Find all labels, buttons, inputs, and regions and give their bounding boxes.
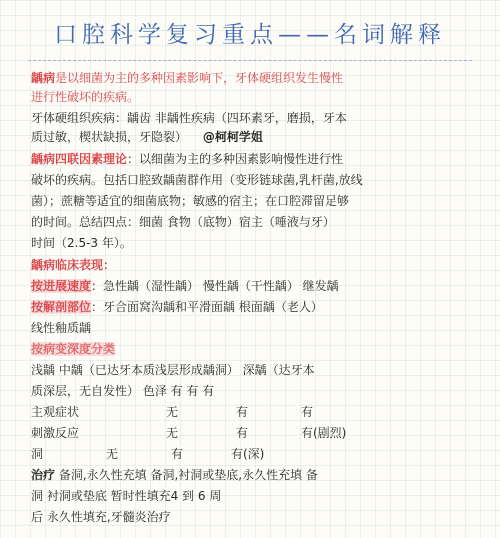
caries-term: 龋病 (31, 71, 56, 85)
table-row (31, 404, 476, 421)
clinical-heading: 龋病临床表现： (31, 258, 116, 272)
four-factor-line-2: 破坏的疾病。包括口腔致龋菌群作用（变形链球菌,乳杆菌,放线 (31, 173, 363, 187)
table-cell-shallow: 无 (166, 426, 179, 440)
caries-definition-text: 是以细菌为主的多种因素影响下，牙体硬组织发生慢性 (55, 71, 344, 85)
four-factor-line-1 (31, 151, 476, 168)
table-cell-shallow: 无 (106, 447, 119, 461)
site-text: ：牙合面窝沟龋和平滑面龋 根面龋（老人） (91, 300, 323, 314)
site-label: 按解剖部位 (31, 300, 92, 314)
treatment-text: 备洞,永久性充填 备洞,衬洞或垫底,永久性充填 备 (55, 468, 318, 482)
table-row-label: 刺激反应 (31, 426, 80, 440)
caries-definition-line-2: 进行性破坏的疾病。 (31, 90, 140, 104)
hard-tissue-line-2 (31, 129, 476, 146)
four-factor-text: ：以细菌为主的多种因素影响慢性进行性 (127, 152, 344, 166)
table-cell-deep: 有(剧烈) (301, 426, 347, 440)
table-cell-shallow: 无 (166, 405, 179, 419)
treatment-line-3: 后 永久性填充,牙髓炎治疗 (31, 510, 171, 524)
table-row (31, 425, 476, 442)
speed-text: ：急性龋（湿性龋） 慢性龋（干性龋） 继发龋 (91, 279, 339, 293)
depth-heading-line (31, 341, 476, 358)
table-row (31, 446, 476, 463)
table-cell-middle: 有 (171, 447, 184, 461)
author-watermark: @柯柯学姐 (202, 130, 263, 144)
table-cell-middle: 有 (236, 426, 249, 440)
four-factor-line-3: 菌）；蔗糖等适宜的细菌底物；敏感的宿主；在口腔滞留足够 (31, 194, 350, 208)
hard-tissue-text: 质过敏，楔状缺损，牙隐裂） (31, 130, 188, 144)
table-row-label: 主观症状 (31, 405, 80, 419)
table-cell-deep: 有(深) (231, 447, 265, 461)
depth-line-2: 质深层，无自发性） 色泽 有 有 有 (31, 384, 215, 398)
table-row-label: 洞 (31, 447, 44, 461)
speed-line (31, 278, 476, 295)
caries-definition-line-1 (31, 70, 476, 87)
table-cell-deep: 有 (301, 405, 314, 419)
site-line-2: 线性釉质龋 (31, 321, 92, 335)
page-title: 口腔科学复习重点——名词解释 (54, 22, 446, 48)
table-cell-middle: 有 (236, 405, 249, 419)
title-divider (28, 60, 472, 61)
treatment-line-2: 洞 衬洞或垫底 暂时性填充4 到 6 周 (31, 489, 222, 503)
treatment-label: 治疗 (31, 468, 56, 482)
speed-label: 按进展速度 (31, 279, 92, 293)
treatment-line-1 (31, 467, 476, 484)
site-line (31, 299, 476, 316)
depth-line-1: 浅龋 中龋（已达牙本质浅层形成龋洞） 深龋（达牙本 (31, 363, 315, 377)
four-factor-term: 龋病四联因素理论 (31, 152, 128, 166)
four-factor-line-4: 的时间。总结四点：细菌 食物（底物）宿主（唾液与牙） (31, 215, 335, 229)
four-factor-line-5: 时间（2.5-3 年）。 (31, 236, 132, 250)
hard-tissue-line-1: 牙体硬组织疾病：龋齿 非龋性疾病（四环素牙，磨损，牙本 (31, 111, 347, 125)
depth-label: 按病变深度分类 (31, 342, 116, 356)
